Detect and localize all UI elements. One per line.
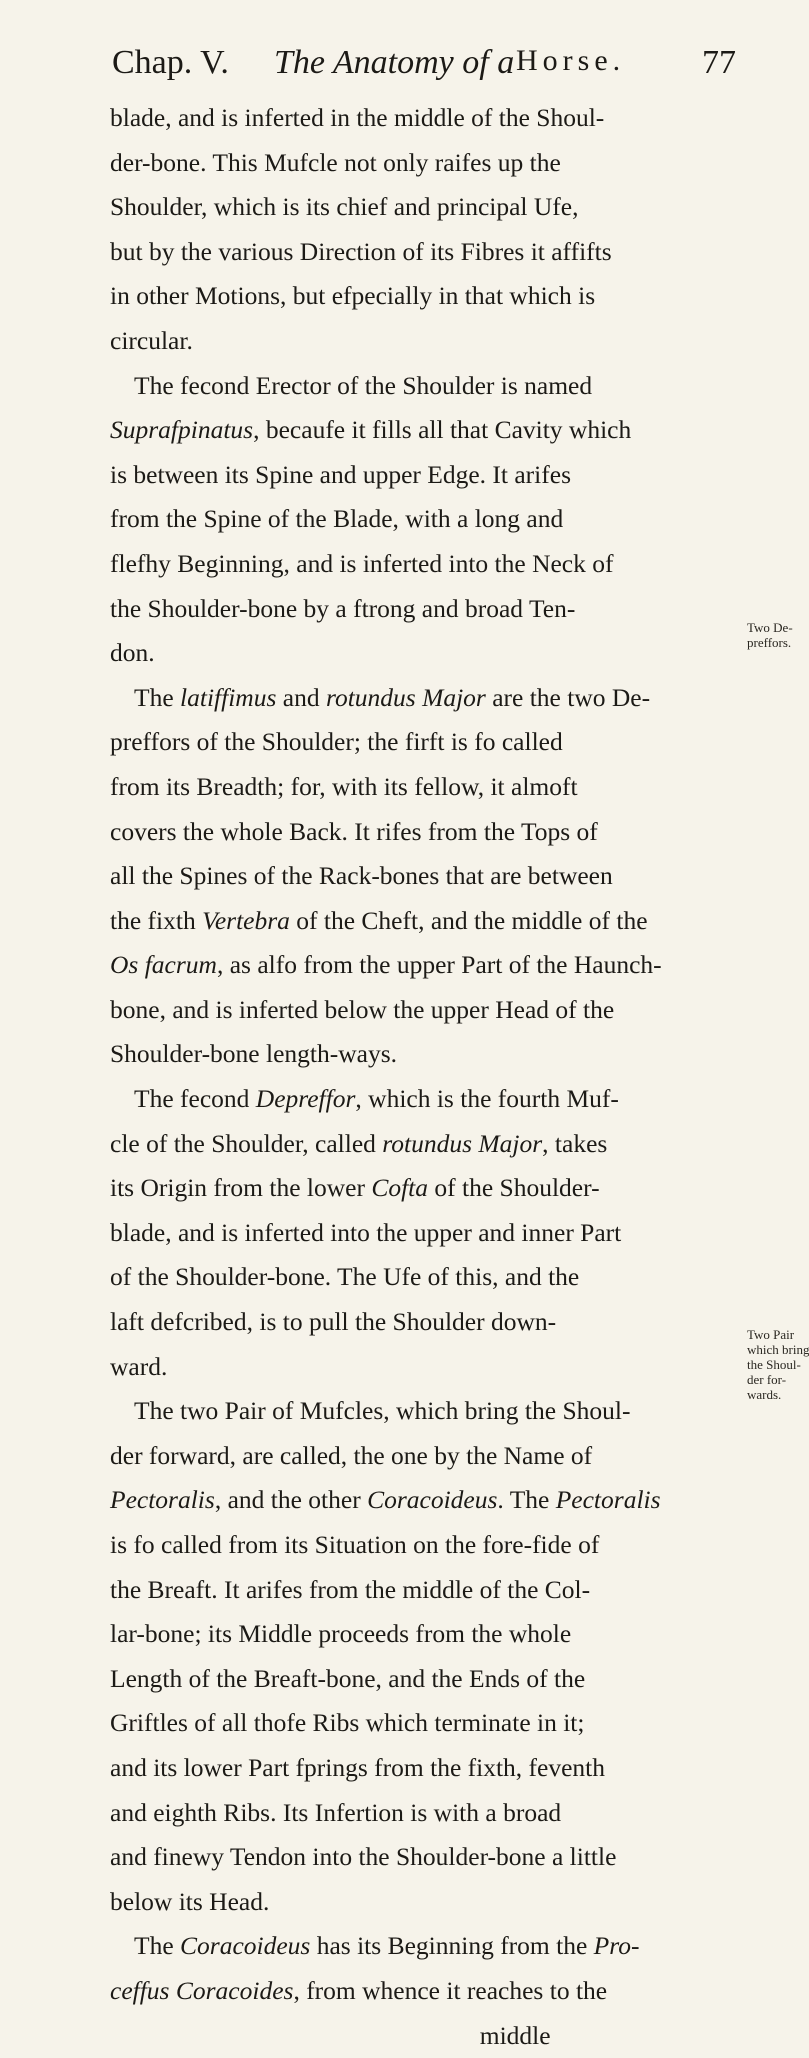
text-line xyxy=(110,1523,740,1568)
text-run: The fecond xyxy=(134,1084,256,1114)
text-run: Length of the Breaft-bone, and the Ends of the xyxy=(110,1663,586,1693)
book-title: The Anatomy of a xyxy=(274,44,515,81)
text-run: the fixth xyxy=(110,905,203,935)
text-line xyxy=(110,1568,740,1613)
text-run: The xyxy=(134,682,181,712)
italic-term: Vertebra xyxy=(202,905,290,935)
text-line xyxy=(110,1434,740,1479)
text-line xyxy=(110,1389,740,1434)
text-line xyxy=(110,1657,740,1702)
text-line xyxy=(110,185,740,230)
text-run: , takes xyxy=(542,1128,608,1158)
text-run: preffors of the Shoulder; the firft is fo called xyxy=(110,727,563,757)
text-line xyxy=(110,497,740,542)
text-run: has its Beginning from the xyxy=(310,1931,594,1961)
margin-note-line: Two De- xyxy=(747,620,793,635)
margin-note-forward-muscles xyxy=(747,1327,809,1402)
text-line xyxy=(110,1746,740,1791)
text-run: cle of the Shoulder, called xyxy=(110,1128,383,1158)
text-line xyxy=(110,765,740,810)
text-line xyxy=(110,1969,740,2014)
text-line xyxy=(110,141,740,186)
text-line xyxy=(110,1345,740,1390)
italic-term: Pectoralis xyxy=(555,1485,661,1515)
text-run: Shoulder, which is its chief and principal Ufe, xyxy=(110,192,579,222)
text-run: Shoulder-bone length-ways. xyxy=(110,1039,398,1069)
text-run: The xyxy=(134,1931,181,1961)
italic-term: Coracoideus xyxy=(180,1931,311,1961)
text-line xyxy=(110,676,740,721)
text-run: is fo called from its Situation on the fore-fide of xyxy=(110,1530,600,1559)
text-run: is between its Spine and upper Edge. It arifes xyxy=(110,459,571,489)
italic-term: ceffus Coracoides xyxy=(110,1975,294,2005)
text-line xyxy=(110,274,740,319)
text-line xyxy=(110,230,740,275)
text-run: and its lower Part fprings from the fixth, feventh xyxy=(110,1752,606,1782)
text-run: covers the whole Back. It rifes from the Tops of xyxy=(110,816,598,846)
text-line xyxy=(110,810,740,855)
text-run: but by the various Direction of its Fibres it affifts xyxy=(110,236,612,266)
text-line xyxy=(110,720,740,765)
margin-note-line: wards. xyxy=(747,1387,782,1402)
margin-note-line: der for- xyxy=(747,1372,787,1387)
text-line xyxy=(110,96,740,141)
text-run: in other Motions, but efpecially in that which is xyxy=(110,281,596,311)
text-run: its Origin from the lower xyxy=(110,1173,372,1203)
text-line xyxy=(110,1701,740,1746)
text-run: of the Cheft, and the middle of the xyxy=(289,905,648,935)
text-run: , and the other xyxy=(214,1485,368,1515)
running-header xyxy=(112,44,736,94)
text-line xyxy=(110,988,740,1033)
margin-note-line: the Shoul- xyxy=(747,1357,801,1372)
text-run: , which is the fourth Muf- xyxy=(355,1084,619,1114)
text-line xyxy=(110,408,740,453)
text-run: and xyxy=(276,682,326,712)
body-text xyxy=(110,96,740,2058)
text-run: middle xyxy=(110,2020,551,2050)
text-run: bone, and is inferted below the upper Head of the xyxy=(110,994,615,1024)
italic-term: Os facrum xyxy=(110,950,217,980)
text-line xyxy=(110,364,740,409)
italic-term: Depreffor xyxy=(255,1084,356,1114)
text-run: of the Shoulder-bone. The Ufe of this, and the xyxy=(110,1262,580,1292)
text-line xyxy=(110,854,740,899)
text-run: the Shoulder-bone by a ftrong and broad Ten- xyxy=(110,593,576,623)
text-run: ward. xyxy=(110,1351,168,1381)
text-run: from the Spine of the Blade, with a long and xyxy=(110,504,564,534)
margin-note-line: which bring xyxy=(747,1342,809,1357)
text-line xyxy=(110,1924,740,1969)
text-run: blade, and is inferted in the middle of the Shoul- xyxy=(110,103,605,132)
text-line xyxy=(110,1255,740,1300)
text-run: laft defcribed, is to pull the Shoulder down- xyxy=(110,1307,557,1337)
italic-term: latiffimus xyxy=(180,682,277,712)
margin-note-depressors xyxy=(747,620,803,650)
text-run: all the Spines of the Rack-bones that are between xyxy=(110,861,613,891)
margin-note-line: Two Pair xyxy=(747,1327,795,1342)
text-run: from its Breadth; for, with its fellow, it almoft xyxy=(110,771,578,801)
text-run: , becaufe it fills all that Cavity which xyxy=(253,415,632,445)
margin-note-line: preffors. xyxy=(747,635,792,650)
text-line xyxy=(110,631,740,676)
text-line xyxy=(110,1166,740,1211)
text-run: , from whence it reaches to the xyxy=(293,1975,608,2005)
text-line xyxy=(110,1880,740,1925)
text-run: circular. xyxy=(110,325,193,355)
italic-term: rotundus Major xyxy=(382,1128,543,1158)
text-run: of the Shoulder- xyxy=(428,1173,600,1203)
text-line xyxy=(110,587,740,632)
text-run: are the two De- xyxy=(485,682,651,712)
text-line xyxy=(110,1077,740,1122)
italic-term: Pectoralis xyxy=(110,1485,215,1515)
italic-term: Pro- xyxy=(593,1931,640,1961)
text-run: The two Pair of Mufcles, which bring the Shoul- xyxy=(134,1396,631,1426)
text-run: . The xyxy=(497,1485,556,1515)
text-line xyxy=(110,1300,740,1345)
text-run: below its Head. xyxy=(110,1886,270,1916)
text-run: blade, and is inferted into the upper and inner Part xyxy=(110,1217,622,1247)
text-line xyxy=(110,1612,740,1657)
chapter-label: Chap. V. xyxy=(112,44,229,81)
text-run: der-bone. This Mufcle not only raifes up the xyxy=(110,147,561,177)
italic-term: Coracoideus xyxy=(367,1485,498,1515)
text-run: lar-bone; its Middle proceeds from the whole xyxy=(110,1619,572,1649)
text-line xyxy=(110,319,740,364)
text-line xyxy=(110,899,740,944)
text-line xyxy=(110,1211,740,1256)
text-line xyxy=(110,1032,740,1077)
text-line xyxy=(110,1791,740,1836)
text-line xyxy=(110,542,740,587)
page-number: 77 xyxy=(702,44,736,81)
book-subject: Horse. xyxy=(516,44,626,77)
text-run: the Breaft. It arifes from the middle of the Col- xyxy=(110,1574,591,1604)
text-line xyxy=(110,1835,740,1880)
text-run: Griftles of all thofe Ribs which terminate in it; xyxy=(110,1708,585,1738)
text-line xyxy=(110,453,740,498)
italic-term: Suprafpinatus xyxy=(110,415,254,445)
text-run: and finewy Tendon into the Shoulder-bone a little xyxy=(110,1842,617,1872)
text-line xyxy=(110,1122,740,1167)
text-run: der forward, are called, the one by the Name of xyxy=(110,1440,593,1470)
text-run: flefhy Beginning, and is inferted into the Neck of xyxy=(110,548,614,578)
text-run: don. xyxy=(110,638,155,668)
text-run: and eighth Ribs. Its Infertion is with a broad xyxy=(110,1797,562,1827)
text-run: The fecond Erector of the Shoulder is named xyxy=(134,370,593,400)
italic-term: rotundus Major xyxy=(325,682,486,712)
text-line xyxy=(110,2014,740,2058)
text-line xyxy=(110,1478,740,1523)
text-run: , as alfo from the upper Part of the Haunch- xyxy=(216,950,662,980)
text-line xyxy=(110,943,740,988)
italic-term: Cofta xyxy=(371,1173,429,1203)
